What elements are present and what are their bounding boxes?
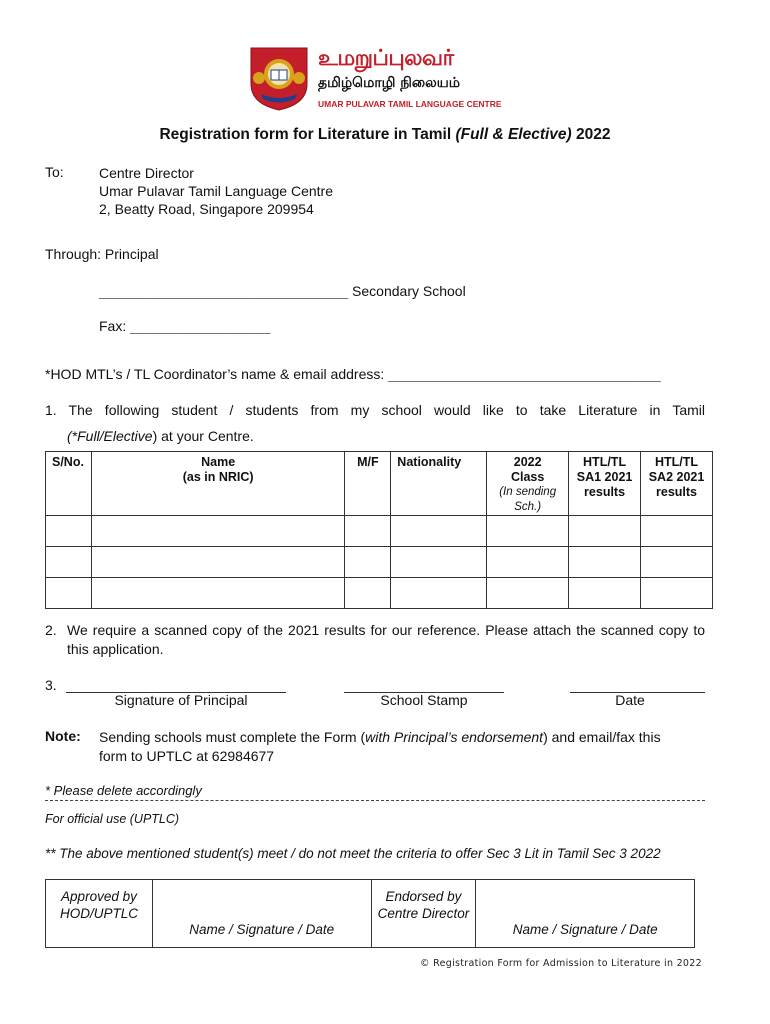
- item-2: 2. We require a scanned copy of the 2021 results for our reference. Please attach the scanned copy to this application.: [45, 622, 705, 657]
- approval-table: [45, 879, 695, 948]
- item-3-number: 3.: [45, 677, 57, 693]
- students-table: [45, 451, 713, 609]
- header-mf: M/F: [345, 452, 391, 516]
- date-label: Date: [615, 692, 645, 708]
- through-principal: Through: Principal: [45, 246, 159, 262]
- signature-label: Signature of Principal: [114, 692, 248, 708]
- header-sa2: HTL/TL SA2 2021 results: [641, 452, 713, 516]
- note-label: Note:: [45, 728, 81, 744]
- header-sa1: HTL/TL SA1 2021 results: [569, 452, 641, 516]
- fax-field[interactable]: Fax: __________________: [99, 318, 271, 334]
- header-nationality: Nationality: [391, 452, 487, 516]
- centre-name-tamil: உமறுப்புலவர்: [318, 46, 454, 71]
- criteria-statement: ** The above mentioned student(s) meet / do not meet the criteria to offer Sec 3 Lit in Tamil Sec 3 2022: [45, 846, 661, 861]
- address-line: Centre Director: [99, 165, 194, 181]
- approved-by-label: Approved by HOD/UPTLC: [46, 880, 153, 948]
- table-row[interactable]: [46, 578, 713, 609]
- header-name: Name (as in NRIC): [91, 452, 344, 516]
- note-text: Sending schools must complete the Form (with Principal’s endorsement) and email/fax this form to UPTLC at 62984677: [99, 729, 661, 764]
- item-1-continuation: (*Full/Elective) at your Centre.: [67, 428, 254, 444]
- centre-name-english: UMAR PULAVAR TAMIL LANGUAGE CENTRE: [318, 99, 502, 109]
- table-header-row: [46, 452, 713, 516]
- to-label: To:: [45, 164, 64, 180]
- approver-sign-cell[interactable]: Name / Signature / Date: [152, 880, 371, 948]
- item-2-text: We require a scanned copy of the 2021 results for our reference. Please attach the scanned copy to this application.: [67, 622, 705, 657]
- table-row[interactable]: [46, 547, 713, 578]
- crest-icon: [247, 44, 311, 112]
- address-line: 2, Beatty Road, Singapore 209954: [99, 201, 314, 217]
- stamp-label: School Stamp: [380, 692, 468, 708]
- footer-copyright: © Registration Form for Admission to Literature in 2022: [420, 958, 702, 969]
- secondary-school-field[interactable]: ________________________________ Secondary School: [99, 283, 466, 299]
- header-sno: S/No.: [46, 452, 92, 516]
- endorser-sign-cell[interactable]: Name / Signature / Date: [476, 880, 695, 948]
- divider: [45, 800, 705, 801]
- hod-email-field[interactable]: *HOD MTL’s / TL Coordinator’s name & email address: ___________________________________: [45, 366, 661, 382]
- endorsed-by-label: Endorsed by Centre Director: [371, 880, 476, 948]
- address-line: Umar Pulavar Tamil Language Centre: [99, 183, 333, 199]
- delete-note: * Please delete accordingly: [45, 783, 202, 798]
- item-1-text: 1. The following student / students from my school would like to take Literature in Tamil: [45, 402, 705, 418]
- centre-subtitle-tamil: தமிழ்மொழி நிலையம்: [318, 75, 461, 91]
- page-title: Registration form for Literature in Tamil (Full & Elective) 2022: [159, 126, 611, 143]
- header-class: 2022 Class (In sending Sch.): [487, 452, 569, 516]
- table-row[interactable]: [46, 516, 713, 547]
- recipient-address: [99, 164, 333, 218]
- official-use-label: For official use (UPTLC): [45, 812, 180, 826]
